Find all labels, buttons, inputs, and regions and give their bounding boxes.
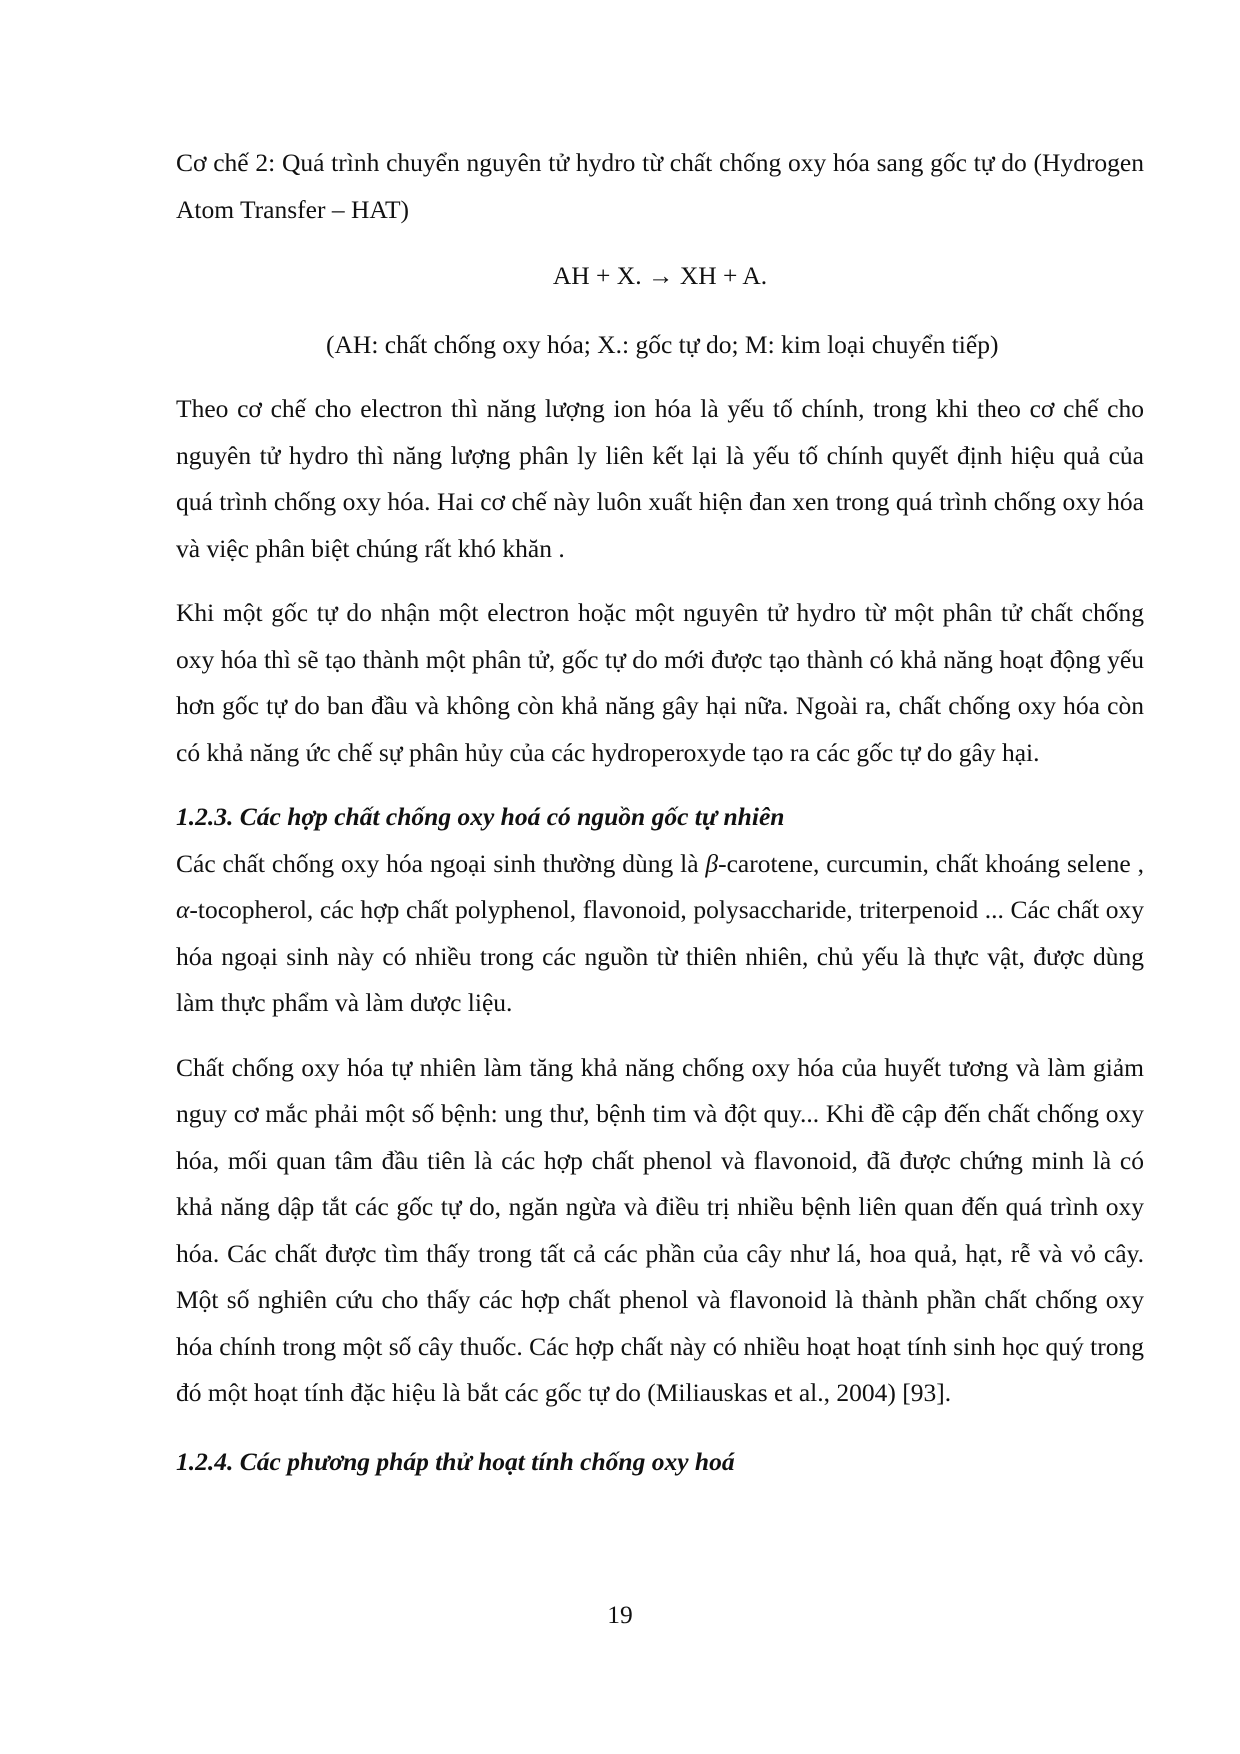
section-heading-1-2-3: 1.2.3. Các hợp chất chống oxy hoá có nguồn gốc tự nhiên [176, 802, 785, 831]
natural-antioxidants-paragraph: Chất chống oxy hóa tự nhiên làm tăng khả năng chống oxy hóa của huyết tương và làm giảm nguy cơ mắc phải một số bệnh: ung thư, bệnh tim và đột quy... Khi đề cập đến chất chống oxy hóa, mối quan tâm đầu tiên là các hợp chất phenol và flavonoid, đã được chứng minh là có khả năng dập tắt các gốc tự do, ngăn ngừa và điều trị nhiều bệnh liên quan đến quá trình oxy hóa. Các chất được tìm thấy trong tất cả các phần của cây như lá, hoa quả, hạt, rễ và vỏ cây. Một số nghiên cứu cho thấy các hợp chất phenol và flavonoid là thành phần chất chống oxy hóa chính trong một số cây thuốc. Các hợp chất này có nhiều hoạt hoạt tính sinh học quý trong đó một hoạt tính đặc hiệu là bắt các gốc tự do (Miliauskas et al., 2004) [93]. [176, 1052, 1144, 1407]
exogenous-antioxidants-paragraph [176, 841, 1144, 1027]
page-number: 19 [607, 1600, 633, 1629]
section-heading-1-2-4: 1.2.4. Các phương pháp thử hoạt tính chống oxy hoá [176, 1446, 735, 1476]
text-run: -tocopherol, các hợp chất polyphenol, flavonoid, polysaccharide, triterpenoid ... Các chất oxy hóa ngoại sinh này có nhiều trong các nguồn từ thiên nhiên, chủ yếu là thực vật, được dùng làm thực phẩm và làm dược liệu. [176, 895, 1144, 1017]
alpha-symbol: α [176, 895, 190, 924]
mechanism-2-paragraph: Cơ chế 2: Quá trình chuyển nguyên tử hydro từ chất chống oxy hóa sang gốc tự do (Hydrogen Atom Transfer – HAT) [176, 148, 1144, 224]
text-run: -carotene, curcumin, chất khoáng selene , [718, 848, 1144, 878]
hat-equation: AH + X. → XH + A. [552, 261, 768, 290]
text-run: Các chất chống oxy hóa ngoại sinh thường dùng là [176, 848, 706, 878]
free-radical-paragraph: Khi một gốc tự do nhận một electron hoặc một nguyên tử hydro từ một phân tử chất chống oxy hóa thì sẽ tạo thành một phân tử, gốc tự do mới được tạo thành có khả năng hoạt động yếu hơn gốc tự do ban đầu và không còn khả năng gây hại nữa. Ngoài ra, chất chống oxy hóa còn có khả năng ức chế sự phân hủy của các hydroperoxyde tạo ra các gốc tự do gây hại. [176, 598, 1144, 767]
mechanisms-comparison-paragraph: Theo cơ chế cho electron thì năng lượng ion hóa là yếu tố chính, trong khi theo cơ chế cho nguyên tử hydro thì năng lượng phân ly liên kết lại là yếu tố chính quyết định hiệu quả của quá trình chống oxy hóa. Hai cơ chế này luôn xuất hiện đan xen trong quá trình chống oxy hóa và việc phân biệt chúng rất khó khăn . [176, 394, 1144, 563]
page-body [176, 140, 1144, 1485]
beta-symbol: β [705, 848, 719, 878]
equation-legend: (AH: chất chống oxy hóa; X.: gốc tự do; M: kim loại chuyển tiếp) [326, 329, 999, 359]
